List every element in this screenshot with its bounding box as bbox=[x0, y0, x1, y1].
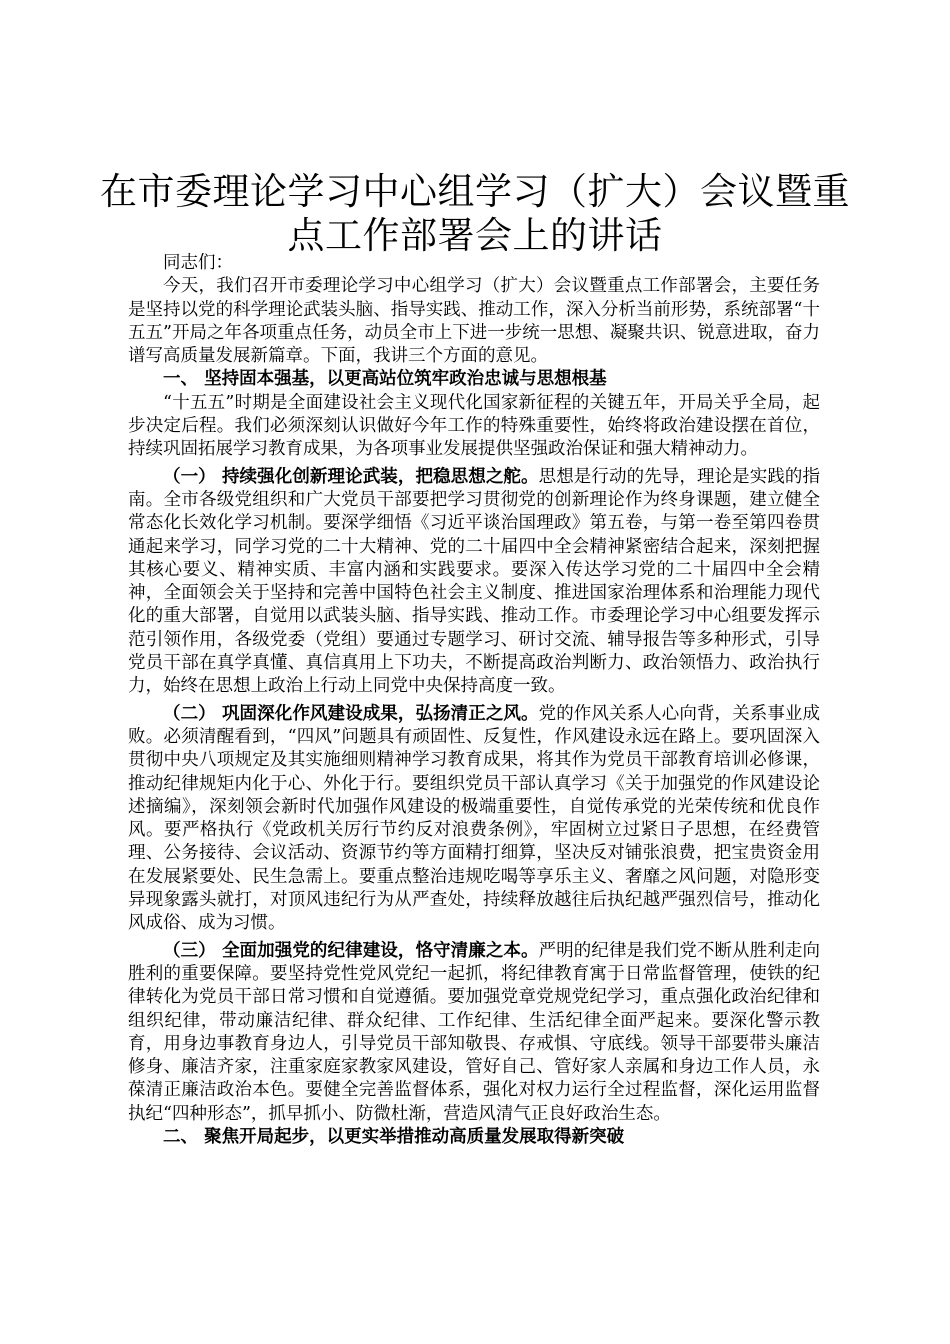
title-line-2: 点工作部署会上的讲话 bbox=[287, 214, 663, 257]
subsection-1-paragraph bbox=[128, 466, 820, 699]
document-body bbox=[128, 252, 820, 1149]
section-1-intro: “十五五”时期是全面建设社会主义现代化国家新征程的关键五年，开局关乎全局，起步决定后程。我们必须深刻认识做好今年工作的特殊重要性，始终将政治建设摆在首位，持续巩固拓展学习教育成果，为各项事业发展提供坚强政治保证和强大精神动力。 bbox=[128, 392, 820, 460]
subsection-3-lead: （三） 全面加强党的纪律建设，恪守清廉之本。 bbox=[163, 940, 539, 961]
subsection-1-text: 思想是行动的先导，理论是实践的指南。全市各级党组织和广大党员干部要把学习贯彻党的创新理论作为终身课题，建立健全常态化长效化学习机制。要深学细悟《习近平谈治国理政》第五卷，与第一卷至第四卷贯通起来学习，同学习党的二十大精神、党的二十届四中全会精神紧密结合起来，深刻把握其核心要义、精神实质、丰富内涵和实践要求。要深入传达学习党的二十届四中全会精神，全面领会关于坚持和完善中国特色社会主义制度、推进国家治理体系和治理能力现代化的重大部署，自觉用以武装头脑、指导实践、推动工作。市委理论学习中心组要发挥示范引领作用，各级党委（党组）要通过专题学习、研讨交流、辅导报告等多种形式，引导党员干部在真学真懂、真信真用上下功夫，不断提高政治判断力、政治领悟力、政治执行力，始终在思想上政治上行动上同党中央保持高度一致。 bbox=[128, 466, 821, 697]
section-1-heading: 一、 坚持固本强基，以更高站位筑牢政治忠诚与思想根基 bbox=[163, 369, 607, 390]
subsection-2-lead: （二） 巩固深化作风建设成果，弘扬清正之风。 bbox=[163, 703, 539, 724]
title-line-1: 在市委理论学习中心组学习（扩大）会议暨重 bbox=[100, 170, 850, 213]
subsection-2-paragraph bbox=[128, 703, 820, 936]
subsection-3-paragraph bbox=[128, 940, 820, 1126]
subsection-2-text: 党的作风关系人心向背，关系事业成败。必须清醒看到，“四风”问题具有顽固性、反复性，作风建设永远在路上。要巩固深入贯彻中央八项规定及其实施细则精神学习教育成果，将其作为党员干部教育培训必修课，推动纪律规矩内化于心、外化于行。要组织党员干部认真学习《关于加强党的作风建设论述摘编》，深刻领会新时代加强作风建设的极端重要性，自觉传承党的光荣传统和优良作风。要严格执行《党政机关厉行节约反对浪费条例》，牢固树立过紧日子思想，在经费管理、公务接待、会议活动、资源节约等方面精打细算，坚决反对铺张浪费，把宝贵资金用在发展紧要处、民生急需上。要重点整治违规吃喝等享乐主义、奢靡之风问题，对隐形变异现象露头就打，对顶风违纪行为从严查处，持续释放越往后执纪越严强烈信号，推动化风成俗、成为习惯。 bbox=[128, 703, 821, 934]
subsection-1-lead: （一） 持续强化创新理论武装，把稳思想之舵。 bbox=[163, 466, 539, 487]
salutation: 同志们： bbox=[163, 253, 233, 273]
document-title bbox=[100, 170, 850, 258]
intro-paragraph: 今天，我们召开市委理论学习中心组学习（扩大）会议暨重点工作部署会，主要任务是坚持以党的科学理论武装头脑、指导实践、推动工作，深入分析当前形势，系统部署“十五五”开局之年各项重点任务，动员全市上下进一步统一思想、凝聚共识、锐意进取，奋力谱写高质量发展新篇章。下面，我讲三个方面的意见。 bbox=[128, 276, 820, 367]
subsection-3-text: 严明的纪律是我们党不断从胜利走向胜利的重要保障。要坚持党性党风党纪一起抓，将纪律教育寓于日常监督管理，使铁的纪律转化为党员干部日常习惯和自觉遵循。要加强党章党规党纪学习，重点强化政治纪律和组织纪律，带动廉洁纪律、群众纪律、工作纪律、生活纪律全面严起来。要深化警示教育，用身边事教育身边人，引导党员干部知敬畏、存戒惧、守底线。领导干部要带头廉洁修身、廉洁齐家，注重家庭家教家风建设，管好自己、管好家人亲属和身边工作人员，永葆清正廉洁政治本色。要健全完善监督体系，强化对权力运行全过程监督，深化运用监督执纪“四种形态”，抓早抓小、防微杜渐，营造风清气正良好政治生态。 bbox=[128, 940, 821, 1124]
section-2-heading: 二、 聚焦开局起步，以更实举措推动高质量发展取得新突破 bbox=[163, 1126, 625, 1147]
